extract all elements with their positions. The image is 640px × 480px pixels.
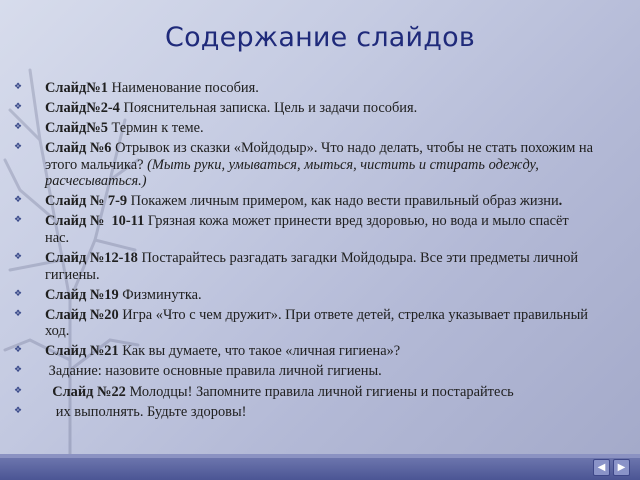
bullet-icon: ❖ [14, 344, 23, 355]
item-text: Отрывок из сказки «Мойдодыр». Что надо делать, чтобы не стать похожим на этого мальчика? [45, 140, 597, 173]
slide-number: Слайд №20 [45, 306, 119, 323]
slide-number: Слайд №6 [45, 140, 112, 157]
item-text: Молодцы! Запомните правила личной гигиены и постарайтесь [125, 383, 514, 400]
item-text: их выполнять. Будьте здоровы! [45, 403, 247, 420]
item-text: Задание: назовите основные правила личной гигиены. [45, 363, 382, 380]
list-item [14, 343, 594, 360]
bullet-icon: ❖ [14, 194, 23, 205]
list-item [14, 80, 594, 97]
slides-content-list [14, 80, 597, 424]
bullet-icon: ❖ [14, 214, 23, 225]
list-item [14, 363, 594, 380]
slide-number: Слайд №12-18 [45, 250, 138, 267]
bullet-icon: ❖ [14, 81, 23, 91]
footer-bar [0, 458, 640, 480]
item-text-bold-tail: . [558, 193, 563, 210]
slide-number: Слайд №19 [45, 286, 119, 303]
bullet-icon: ❖ [14, 307, 23, 318]
list-item [14, 250, 594, 283]
slide-number: Слайд№2-4 [45, 100, 120, 117]
item-text: Игра «Что с чем дружит». При ответе детей, стрелка указывает правильный ход. [45, 306, 592, 340]
item-answer-italic: (Мыть руки, умываться, мыться, чистить и стирать одежду, расчесываться.) [45, 156, 539, 190]
list-item [14, 100, 594, 117]
chevron-right-icon[interactable]: ▶ [613, 459, 630, 476]
list-item [14, 140, 597, 190]
chevron-left-icon[interactable]: ◀ [593, 459, 610, 476]
list-item [14, 120, 594, 137]
item-text: Постарайтесь разгадать загадки Мойдодыра. Все эти предметы личной гигиены. [45, 250, 582, 283]
bullet-icon: ❖ [14, 384, 23, 395]
item-text: Наименование пособия. [107, 80, 259, 96]
slide-number: Слайд№5 [45, 120, 108, 137]
slide-number: Слайд № 7-9 [45, 193, 128, 210]
slide-number: Слайд № 10-11 [45, 213, 145, 230]
bullet-icon: ❖ [14, 404, 23, 415]
item-text: Как вы думаете, что такое «личная гигиена»? [118, 343, 401, 360]
item-text: Термин к теме. [107, 120, 204, 137]
item-text: Пояснительная записка. Цель и задачи пособия. [119, 100, 418, 117]
list-item [14, 307, 594, 340]
slide-number: Слайд №22 [45, 383, 126, 400]
page-title: Содержание слайдов [165, 22, 475, 53]
bullet-icon: ❖ [14, 101, 23, 112]
item-text: Физминутка. [118, 286, 202, 303]
bullet-icon: ❖ [14, 121, 23, 132]
slide-number: Слайд№1 [45, 80, 108, 96]
bullet-icon: ❖ [14, 364, 23, 375]
item-text: Грязная кожа может принести вред здоровью, но вода и мыло спасёт нас. [45, 213, 573, 246]
list-item [14, 404, 594, 421]
list-item [14, 384, 594, 401]
item-text: Покажем личным примером, как надо вести правильный образ жизни [127, 193, 559, 210]
slide-number: Слайд №21 [45, 343, 119, 360]
bullet-icon: ❖ [14, 141, 23, 152]
list-item [14, 287, 594, 304]
bullet-icon: ❖ [14, 287, 23, 298]
list-item [14, 193, 594, 210]
list-item [14, 213, 594, 246]
bullet-icon: ❖ [14, 251, 23, 262]
